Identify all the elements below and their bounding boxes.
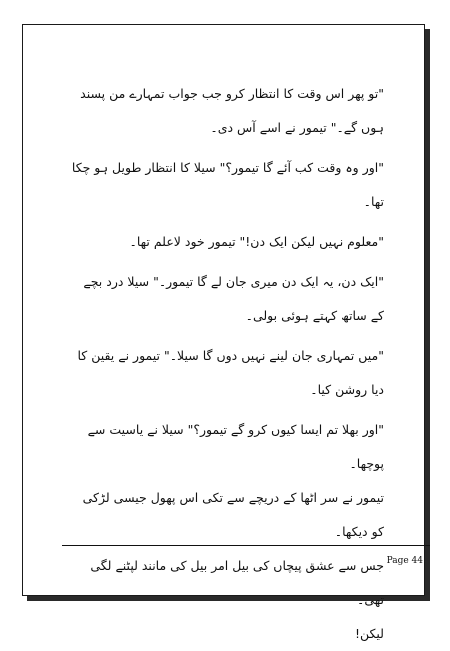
- paragraph: لیکن!: [354, 626, 384, 641]
- paragraph: "اور وہ وقت کب آئے گا تیمور؟" سیلا کا انتظار طویل ہو چکا تھا۔: [71, 160, 384, 209]
- paragraph: "معلوم نہیں لیکن ایک دن!" تیمور خود لاعلم تھا۔: [129, 234, 384, 249]
- paragraph: "تو پھر اس وقت کا انتظار کرو جب جواب تمہارے من پسند ہوں گے۔" تیمور نے اسے آس دی۔: [80, 86, 384, 135]
- paragraph: تیمور نے سر اٹھا کے دریچے سے تکی اس پھول جیسی لڑکی کو دیکھا۔: [82, 490, 384, 539]
- paragraph: "اور بھلا تم ایسا کیوں کرو گے تیمور؟" سیلا نے یاسیت سے پوچھا۔: [87, 422, 384, 471]
- page-number: Page 44: [386, 556, 423, 566]
- paragraph: "ایک دن، یہ ایک دن میری جان لے گا تیمور۔" سیلا درد بچے کے ساتھ کہتے ہوئی بولی۔: [83, 274, 384, 323]
- paragraph: "میں تمہاری جان لینے نہیں دوں گا سیلا۔" تیمور نے یقین کا دیا روشن کیا۔: [77, 348, 384, 397]
- paragraph: جس سے عشق پیچاں کی بیل امر بیل کی مانند لپٹنے لگی تھی۔: [90, 558, 384, 607]
- urdu-text-body: [67, 77, 384, 651]
- footer-divider: [62, 545, 430, 546]
- document-page: [22, 24, 425, 641]
